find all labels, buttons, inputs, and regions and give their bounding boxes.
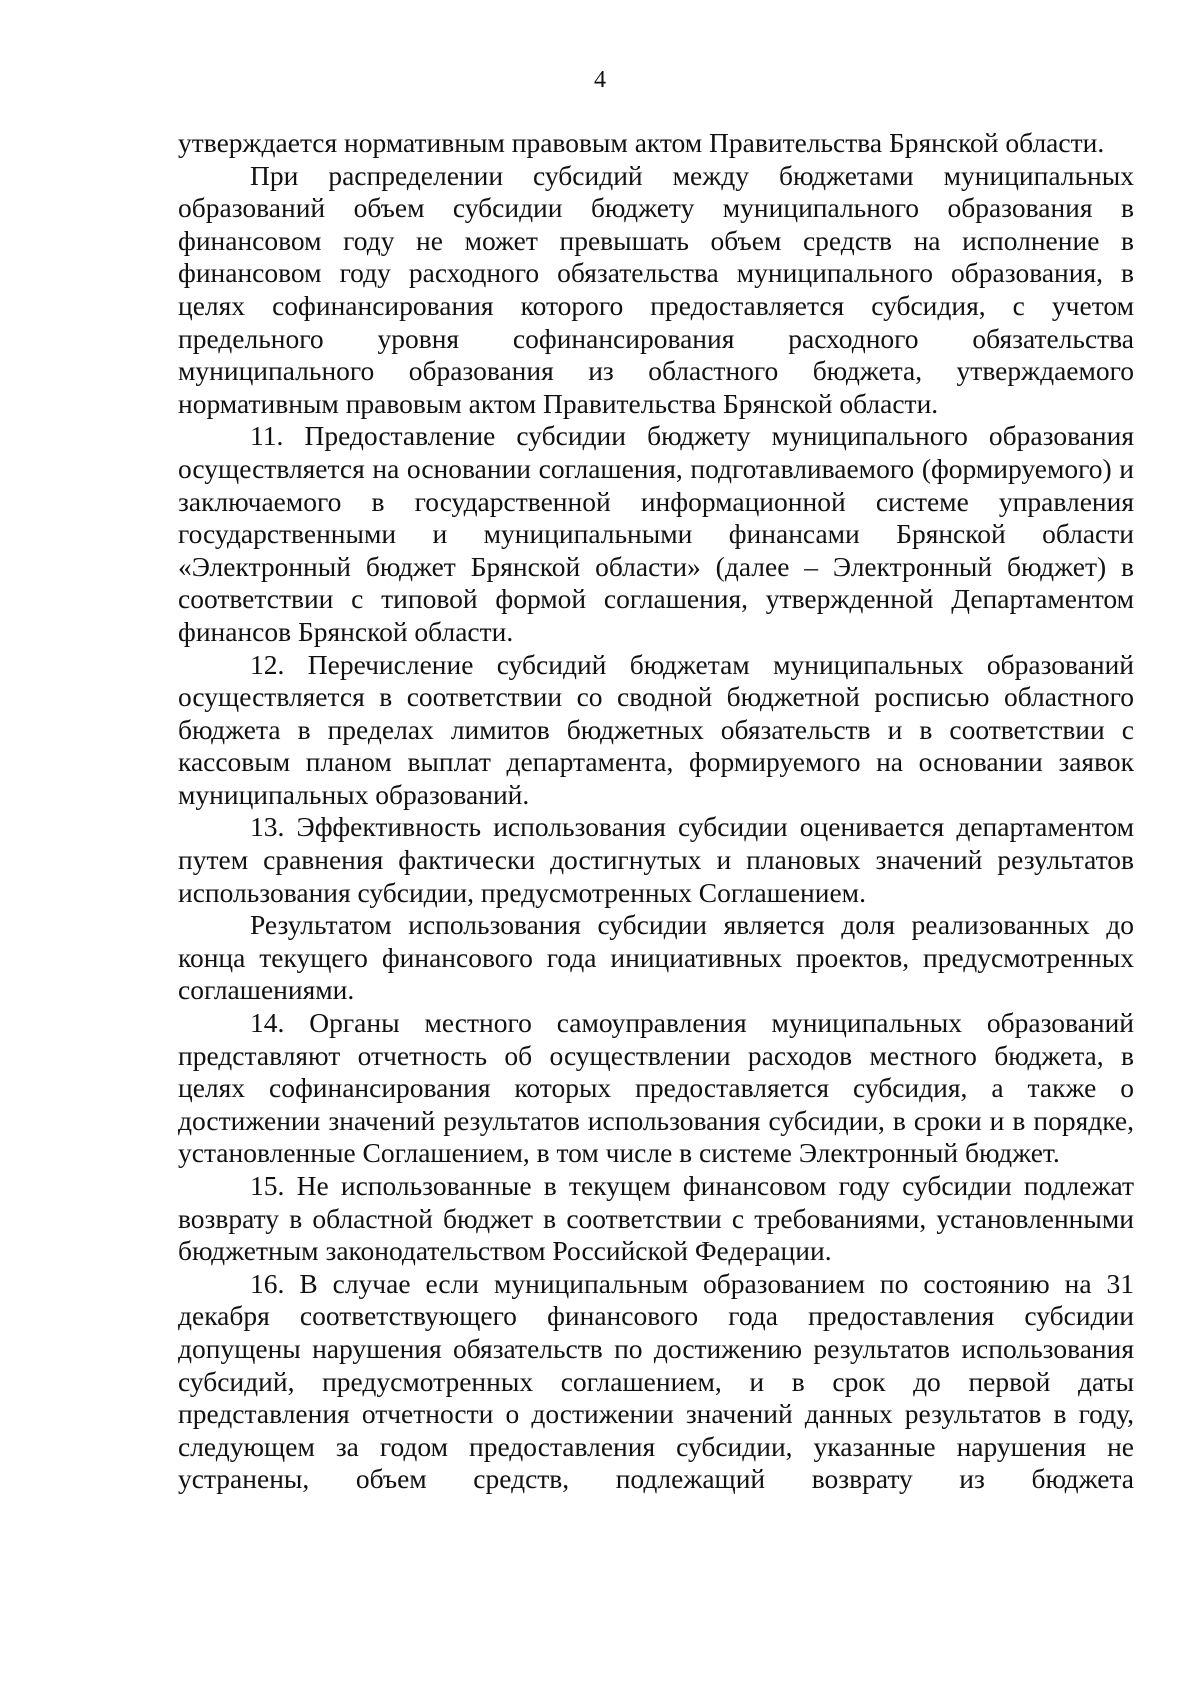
- document-body: [178, 127, 1134, 1496]
- paragraph-item-15: 15. Не использованные в текущем финансовом году субсидии подлежат возврату в областной бюджет в соответствии с требованиями, установленными бюджетным законодательством Российской Федерации.: [178, 1170, 1134, 1267]
- paragraph-item-11: 11. Предоставление субсидии бюджету муниципального образования осуществляется на основании соглашения, подготавливаемого (формируемого) и заключаемого в государственной информационной системе управления государственными и муниципальными финансами Брянской области «Электронный бюджет Брянской области» (далее – Электронный бюджет) в соответствии с типовой формой соглашения, утвержденной Департаментом финансов Брянской области.: [178, 420, 1134, 647]
- page-number: 4: [594, 67, 606, 93]
- paragraph-subsidy-distribution: При распределении субсидий между бюджетами муниципальных образований объем субсидии бюджету муниципального образования в финансовом году не может превышать объем средств на исполнение в финансовом году расходного обязательства муниципального образования, в целях софинансирования которого предоставляется субсидия, с учетом предельного уровня софинансирования расходного обязательства муниципального образования из областного бюджета, утверждаемого нормативным правовым актом Правительства Брянской области.: [178, 159, 1134, 419]
- paragraph-item-16: 16. В случае если муниципальным образованием по состоянию на 31 декабря соответствующего финансового года предоставления субсидии допущены нарушения обязательств по достижению результатов использования субсидий, предусмотренных соглашением, и в срок до первой даты представления отчетности о достижении значений данных результатов в году, следующем за годом предоставления субсидии, указанные нарушения не устранены, объем средств, подлежащий возврату из бюджета: [178, 1267, 1134, 1495]
- paragraph-item-12: 12. Перечисление субсидий бюджетам муниципальных образований осуществляется в соответствии со сводной бюджетной росписью областного бюджета в пределах лимитов бюджетных обязательств и в соответствии с кассовым планом выплат департамента, формируемого на основании заявок муниципальных образований.: [178, 648, 1134, 810]
- paragraph-item-14: 14. Органы местного самоуправления муниципальных образований представляют отчетность об осуществлении расходов местного бюджета, в целях софинансирования которых предоставляется субсидия, а также о достижении значений результатов использования субсидии, в сроки и в порядке, установленные Соглашением, в том числе в системе Электронный бюджет.: [178, 1007, 1134, 1169]
- paragraph-item-13: 13. Эффективность использования субсидии оценивается департаментом путем сравнения фактически достигнутых и плановых значений результатов использования субсидии, предусмотренных Соглашением.: [178, 811, 1134, 908]
- paragraph-continuation: утверждается нормативным правовым актом Правительства Брянской области.: [178, 127, 1105, 158]
- paragraph-result: Результатом использования субсидии является доля реализованных до конца текущего финансового года инициативных проектов, предусмотренных соглашениями.: [178, 909, 1134, 1006]
